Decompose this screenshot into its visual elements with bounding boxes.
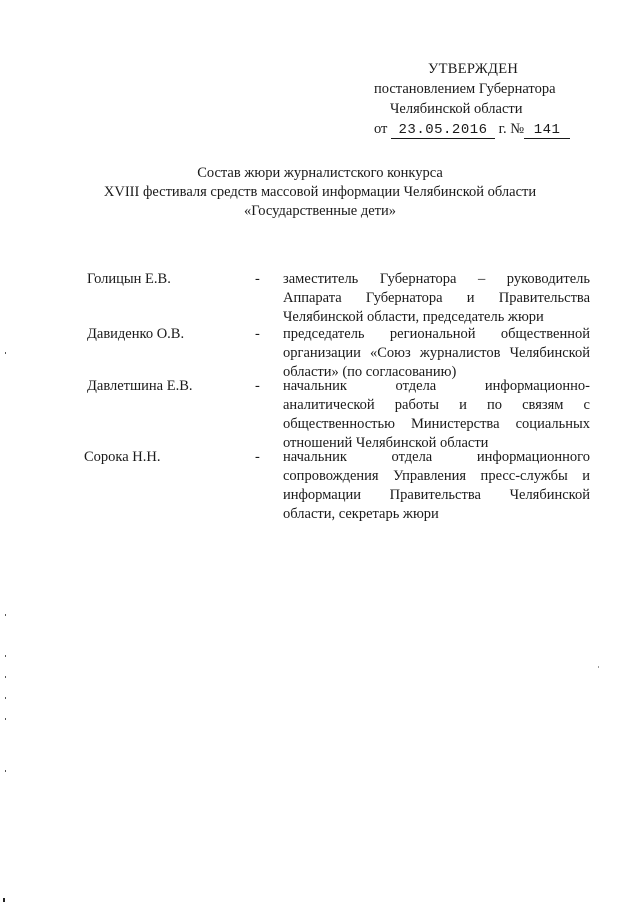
member-dash: - [255, 326, 260, 342]
scan-artifact [5, 718, 6, 720]
title-line-1: Состав жюри журналистского конкурса [197, 165, 443, 181]
member-role: начальник отдела информационного сопровождения Управления пресс-службы и информации Правительства Челябинской области, секретарь жюри [283, 449, 590, 522]
approval-date-number-line [374, 120, 570, 139]
number-label: № [510, 121, 525, 137]
from-label: от [374, 121, 388, 137]
approval-number: 141 [533, 122, 561, 138]
member-dash: - [255, 271, 260, 287]
member-dash: - [255, 378, 260, 394]
member-role: председатель региональной общественной организации «Союз журналистов Челябинской области» (по согласованию) [283, 326, 590, 380]
title-line-2: XVIII фестиваля средств массовой информации Челябинской области [103, 184, 537, 200]
approved-heading: УТВЕРЖДЕН [428, 61, 519, 77]
approval-date: 23.05.2016 [398, 122, 488, 138]
member-name: Давлетшина Е.В. [87, 378, 193, 394]
member-role: заместитель Губернатора – руководитель Аппарата Губернатора и Правительства Челябинской области, председатель жюри [283, 271, 590, 325]
approved-region: Челябинской области [390, 101, 523, 117]
member-role: начальник отдела информационно-аналитической работы и по связям с общественностью Министерства социальных отношений Челябинской области [283, 378, 590, 451]
approval-date-field [391, 122, 495, 139]
scan-artifact [3, 898, 5, 902]
member-name: Сорока Н.Н. [84, 449, 161, 465]
approved-by-decree: постановлением Губернатора [374, 81, 556, 97]
scan-artifact [5, 352, 6, 354]
approval-number-field [524, 122, 570, 139]
scan-artifact [5, 614, 6, 616]
member-dash: - [255, 449, 260, 465]
scan-artifact [5, 676, 6, 678]
scan-artifact [5, 655, 6, 657]
member-name: Давиденко О.В. [87, 326, 185, 342]
scan-artifact [598, 666, 599, 668]
title-line-3: «Государственные дети» [243, 203, 397, 219]
member-name: Голицын Е.В. [87, 271, 171, 287]
scan-artifact [5, 697, 6, 699]
scan-artifact [5, 770, 6, 772]
year-suffix: г. [498, 121, 507, 137]
document-title [0, 164, 640, 221]
